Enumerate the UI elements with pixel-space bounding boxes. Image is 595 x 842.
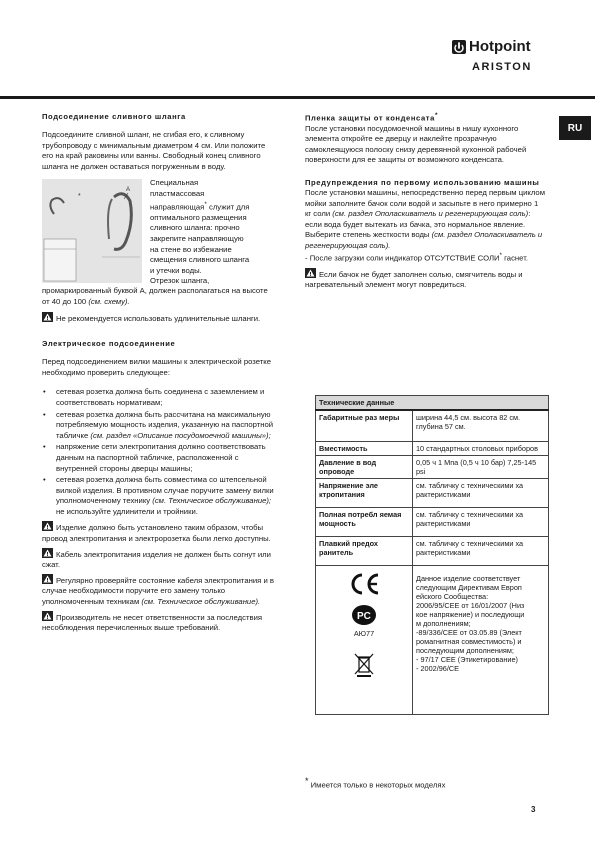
list-item: • сетевая розетка должна быть совместима со штепсельной вилкой изделия. В противном случае поручите замену вилки уполномоченному технику (см. Техническое обслуживание); не используйте удлинители и тройники. xyxy=(56,475,274,517)
left-column xyxy=(42,112,274,634)
elec-warning-4: Производитель не несет ответственности за последствия несоблюдения перечисленных выше требований. xyxy=(42,612,263,633)
table-row: Давление в вод опроводе 0,05 ч 1 Мпа (0,5 ч 10 бар) 7,25-145 psi xyxy=(316,456,549,479)
drain-hose-diagram xyxy=(42,179,142,283)
elec-warning-1: Изделие должно быть установлено таким образом, чтобы провод электропитания и электророзетка были легко доступны. xyxy=(42,523,271,544)
ce-mark-icon xyxy=(347,572,381,596)
film-text: После установки посудомоечной машины в нишу кухонного элемента откройте ее дверцу и наклейте прозрачную самоклеящуюся полоску снизу деревянной кухонной рабочей поверхности для ее защиты от возможного конденсата. xyxy=(305,123,527,165)
tech-table-wrap xyxy=(315,395,549,715)
svg-text:*: * xyxy=(78,193,81,201)
rst-mark-icon xyxy=(350,603,378,627)
elec-intro: Перед подсоединением вилки машины к электрической розетке необходимо проверить следующее: xyxy=(42,357,271,377)
salt-indicator-text: - После загрузки соли индикатор ОТСУТСТВИЕ СОЛИ* гаснет. xyxy=(305,252,528,264)
right-column xyxy=(305,112,545,291)
warning-icon xyxy=(42,312,53,322)
table-header-row xyxy=(316,396,549,411)
list-item: • сетевая розетка должна быть рассчитана на максимальную потребляемую мощность изделия, указанную на паспортной табличке (см. раздел «Описание посудомоечной машины»); xyxy=(56,410,274,442)
footnote: * Имеется только в некоторых моделях xyxy=(305,776,446,790)
language-tab: RU xyxy=(559,116,591,140)
drain-title: Подсоединение сливного шланга xyxy=(42,112,186,121)
table-row xyxy=(316,566,549,715)
elec-warning-3: Регулярно проверяйте состояние кабеля электропитания и в случае необходимости поручите его замену только уполномоченным техникам (см. Техническое обслуживание). xyxy=(42,575,274,607)
first-use-text: После установки машины, непосредственно перед первым циклом мойки заполните бачок соли водой и засыпьте в него примерно 1 кг соли (см. раздел Ополаскиватель и регенерирующая соль): если вода будет вытекать из бачка, это нормальное явление. Выберите степень жесткости воды (см. раздел Ополаскиватель и регенерирующая соль). xyxy=(305,187,545,250)
warning-icon xyxy=(305,268,316,278)
cert-code: АЮ77 xyxy=(353,629,375,638)
brand-logo xyxy=(452,38,572,78)
header-rule xyxy=(0,96,595,99)
warning-icon xyxy=(42,548,53,558)
warning-icon xyxy=(42,611,53,621)
hotpoint-logo-icon xyxy=(452,40,466,54)
drain-text: Подсоедините сливной шланг, не сгибая его, к сливному трубопроводу с минимальным диаметром 4 см. Или положите его на край раковины или ванны. Свободный конец сливного шланга не должен оставаться погруженным в воду. xyxy=(42,130,266,171)
elec-warning-2: Кабель электропитания изделия не должен быть согнут или сжат. xyxy=(42,549,271,570)
table-row: Полная потребл яемая мощность см. табличку с техническими ха рактеристиками xyxy=(316,508,549,537)
salt-warning: Если бачок не будет заполнен солью, смягчитель воды и нагревательный элемент могут повредиться. xyxy=(305,269,523,290)
film-title: Пленка защиты от конденсата* xyxy=(305,112,439,123)
tech-table xyxy=(315,395,549,715)
svg-text:PC: PC xyxy=(357,611,371,622)
elec-checklist xyxy=(42,387,274,517)
elec-title: Электрическое подсоединение xyxy=(42,339,176,349)
drain-warning: Не рекомендуется использовать удлинительные шланги. xyxy=(42,312,274,325)
first-use-title: Предупреждения по первому использованию машины xyxy=(305,177,540,187)
drain-figure-block xyxy=(42,179,274,287)
drain-height-text: промаркированный буквой А, должен располагаться на высоте от 40 до 100 (см. схему). xyxy=(42,286,268,306)
weee-bin-icon xyxy=(353,652,375,678)
table-row: Плавкий предох ранитель см. табличку с техническими ха рактеристиками xyxy=(316,537,549,566)
tech-table-title: Технические данные xyxy=(316,396,549,411)
warning-icon xyxy=(42,574,53,584)
table-row: Габаритные раз меры ширина 44,5 см. высота 82 см. глубина 57 см. xyxy=(316,410,549,442)
brand-sub: ARISTON xyxy=(472,61,532,73)
figure-label-a: A xyxy=(126,187,131,194)
warning-icon xyxy=(42,521,53,531)
declaration-cell: Данное изделие соответствует следующим Директивам Европ ейского Сообщества: 2006/95/CEE от 16/01/2007 (Низ кое напряжение) и последующи м дополнениям; -89/336/CEE от 03.05.89 (Элект ромагнитная совместимость) и последующим дополнениям; - 97/17 CEE (Этикетирование) - 2002/96/CE xyxy=(413,566,549,715)
table-row: Напряжение эле ктропитания см. табличку с техническими ха рактеристиками xyxy=(316,479,549,508)
page-number: 3 xyxy=(531,805,536,814)
table-row: Вместимость 10 стандартных столовых приборов xyxy=(316,442,549,456)
list-item: • напряжение сети электропитания должно соответствовать данным на паспортной табличке, расположенной с внутренней стороны дверцы машины; xyxy=(56,442,274,474)
list-item: • сетевая розетка должна быть соединена с заземлением и соответствовать нормативам; xyxy=(56,387,274,408)
drain-side-text: Специальная пластмассовая направляющая* служит для оптимального размещения сливного шланга: прочно закрепите направляющую на стене во избежание смещения сливного шланга и утечки воды. Отрезок шланга, xyxy=(150,178,250,286)
brand-name: Hotpoint xyxy=(469,38,531,55)
cert-marks-cell xyxy=(316,566,413,715)
